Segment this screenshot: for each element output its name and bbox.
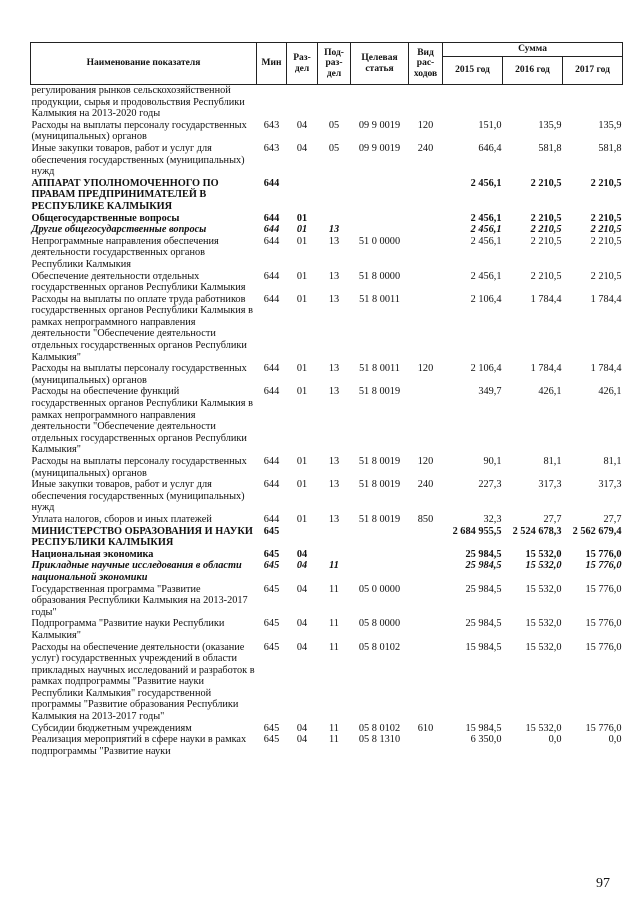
- row-expense-type: 240: [417, 479, 434, 491]
- row-expense-type: [409, 386, 443, 456]
- row-section: 01: [296, 386, 308, 398]
- row-sum-2017: 1 784,4: [590, 293, 622, 305]
- row-expense-type: [409, 734, 443, 757]
- row-sum-2016: 0,0: [548, 734, 562, 746]
- row-sum-2016: 15 532,0: [525, 560, 562, 572]
- row-ministry: 645: [263, 548, 280, 560]
- row-sum-2017: 426,1: [598, 386, 622, 398]
- row-sum-2016: 81,1: [543, 456, 562, 467]
- row-name: Расходы на выплаты по оплате труда работников государственных органов Республики Калмыкия в рамках непрограммного направления деятельности "Обеспечение деятельности отдельных государственных органов Республики Калмыкия": [31, 293, 253, 363]
- row-ministry: 645: [263, 525, 280, 537]
- row-sum-2015: 6 350,0: [470, 734, 502, 746]
- row-sum-2017: 135,9: [598, 119, 622, 131]
- row-sum-2016: 27,7: [543, 513, 562, 525]
- row-expense-type: 120: [417, 456, 434, 467]
- row-target-article: [351, 213, 409, 225]
- row-section: 04: [296, 618, 308, 630]
- row-sum-2017: 2 210,5: [590, 177, 622, 189]
- page-number: 97: [596, 876, 610, 891]
- table-row: [31, 120, 623, 143]
- row-sum-2015: 2 456,1: [470, 177, 502, 189]
- row-target-article: [351, 526, 409, 549]
- row-sum-2015: 2 684 955,5: [452, 525, 502, 537]
- row-expense-type: [409, 224, 443, 236]
- row-sum-2015: 15 984,5: [465, 641, 502, 653]
- row-section: 01: [296, 293, 308, 305]
- row-ministry: 645: [263, 641, 280, 653]
- row-sum-2015: 2 106,4: [470, 363, 502, 375]
- row-expense-type: [409, 85, 443, 120]
- row-sum-2017: 15 776,0: [585, 583, 622, 595]
- header-expense-type: Вид рас- ходов: [409, 43, 443, 85]
- row-expense-type: [409, 526, 443, 549]
- row-expense-type: 120: [417, 119, 434, 131]
- table-row: [31, 642, 623, 723]
- row-ministry: 644: [263, 212, 280, 224]
- row-sum-2015: 2 456,1: [470, 235, 502, 247]
- header-razdel: Раз- дел: [287, 43, 318, 85]
- row-target-article: [351, 224, 409, 236]
- table-row: [31, 294, 623, 364]
- table-row: [31, 479, 623, 514]
- table-row: [31, 386, 623, 456]
- row-sum-2016: 2 210,5: [530, 235, 562, 247]
- table-row: [31, 618, 623, 641]
- row-subsection: 11: [329, 560, 339, 572]
- row-section: 01: [296, 270, 308, 282]
- row-subsection: 13: [328, 513, 340, 525]
- row-ministry: 644: [263, 479, 280, 491]
- header-target-article: Целевая статья: [351, 43, 409, 85]
- row-sum-2017: 2 210,5: [590, 212, 622, 224]
- row-sum-2015: 15 984,5: [465, 722, 502, 734]
- row-name: Непрограммные направления обеспечения деятельности государственных органов Республики Калмыкия: [31, 235, 219, 270]
- row-section: 01: [296, 363, 308, 375]
- row-subsection: [318, 178, 351, 213]
- row-ministry: 645: [263, 722, 280, 734]
- table-row: [31, 526, 623, 549]
- row-sum-2015: 2 456,1: [470, 212, 502, 224]
- row-name: АППАРАТ УПОЛНОМОЧЕННОГО ПО ПРАВАМ ПРЕДПРИНИМАТЕЛЕЙ В РЕСПУБЛИКЕ КАЛМЫКИЯ: [31, 177, 219, 212]
- row-target-article: 51 8 0019: [358, 456, 401, 467]
- row-expense-type: [409, 236, 443, 271]
- row-sum-2015: 2 456,1: [470, 270, 502, 282]
- row-target-article: 09 9 0019: [358, 142, 401, 154]
- table-row: [31, 456, 623, 479]
- header-year-2017: 2017 год: [563, 57, 623, 85]
- row-subsection: 11: [329, 618, 339, 630]
- row-name: Общегосударственные вопросы: [31, 212, 180, 224]
- row-sum-2017: 0,0: [608, 734, 622, 746]
- row-sum-2016: 2 210,5: [530, 177, 562, 189]
- row-subsection: 13: [328, 224, 340, 236]
- row-ministry: 645: [263, 583, 280, 595]
- row-target-article: 51 8 0019: [358, 479, 401, 491]
- row-name: Государственная программа "Развитие образования Республики Калмыкия на 2013-2017 годы": [31, 583, 248, 618]
- row-sum-2016: [503, 85, 563, 120]
- row-sum-2017: 2 562 679,4: [572, 525, 622, 537]
- row-section: 04: [296, 734, 308, 746]
- row-sum-2015: 25 984,5: [465, 583, 502, 595]
- row-section: [287, 526, 318, 549]
- row-sum-2015: 90,1: [483, 456, 502, 467]
- row-ministry: 645: [263, 734, 280, 746]
- row-target-article: [351, 85, 409, 120]
- row-sum-2016: 317,3: [538, 479, 562, 491]
- row-name: регулирования рынков сельскохозяйственной продукции, сырья и продовольствия Республики Калмыкия на 2013-2020 годы: [31, 85, 245, 120]
- row-ministry: 643: [263, 142, 280, 154]
- row-subsection: 05: [328, 119, 340, 131]
- row-sum-2017: 15 776,0: [585, 618, 622, 630]
- budget-table: [30, 42, 623, 757]
- row-expense-type: [409, 618, 443, 641]
- header-min: Мин: [257, 43, 287, 85]
- row-sum-2017: 15 776,0: [585, 548, 622, 560]
- row-expense-type: [409, 642, 443, 723]
- table-row: [31, 723, 623, 735]
- row-sum-2015: 151,0: [478, 119, 502, 131]
- row-sum-2017: [563, 85, 623, 120]
- row-sum-2015: [443, 85, 503, 120]
- row-name: Расходы на выплаты персоналу государственных (муниципальных) органов: [31, 456, 247, 479]
- row-name: Иные закупки товаров, работ и услуг для обеспечения государственных (муниципальных) нужд: [31, 479, 245, 514]
- row-subsection: [318, 549, 351, 561]
- row-sum-2017: 317,3: [598, 479, 622, 491]
- row-subsection: 11: [329, 641, 339, 653]
- row-target-article: 09 9 0019: [358, 119, 401, 131]
- row-sum-2016: 15 532,0: [525, 583, 562, 595]
- row-expense-type: 240: [417, 142, 434, 154]
- row-sum-2016: 135,9: [538, 119, 562, 131]
- row-sum-2017: 15 776,0: [585, 641, 622, 653]
- row-sum-2015: 25 984,5: [465, 618, 502, 630]
- row-section: [287, 85, 318, 120]
- row-subsection: 13: [328, 456, 340, 467]
- row-ministry: 644: [263, 363, 280, 375]
- row-subsection: 13: [328, 235, 340, 247]
- row-name: Национальная экономика: [31, 548, 154, 560]
- row-expense-type: [409, 213, 443, 225]
- row-name: Другие общегосударственные вопросы: [31, 224, 207, 236]
- row-ministry: 645: [263, 618, 280, 630]
- row-section: 04: [296, 583, 308, 595]
- table-row: [31, 584, 623, 619]
- row-sum-2016: 1 784,4: [530, 363, 562, 375]
- row-target-article: 05 8 0102: [358, 641, 401, 653]
- row-ministry: 644: [263, 513, 280, 525]
- row-target-article: [351, 560, 409, 583]
- row-sum-2017: 581,8: [598, 142, 622, 154]
- row-sum-2017: 2 210,5: [590, 270, 622, 282]
- row-subsection: 13: [328, 363, 340, 375]
- table-row: [31, 236, 623, 271]
- table-row: [31, 85, 623, 120]
- table-body: [31, 85, 623, 758]
- row-subsection: 11: [329, 722, 339, 734]
- row-name: Расходы на выплаты персоналу государственных (муниципальных) органов: [31, 119, 247, 143]
- row-ministry: 645: [263, 560, 280, 572]
- row-subsection: 13: [328, 386, 340, 398]
- row-target-article: 51 8 0019: [358, 513, 401, 525]
- table-header: [31, 43, 623, 85]
- table-row: [31, 224, 623, 236]
- row-ministry: 644: [263, 386, 280, 398]
- row-ministry: 644: [263, 270, 280, 282]
- row-sum-2016: 2 210,5: [530, 212, 562, 224]
- table-row: [31, 734, 623, 757]
- table-row: [31, 514, 623, 526]
- row-sum-2015: 227,3: [478, 479, 502, 491]
- row-sum-2015: 2 106,4: [470, 293, 502, 305]
- row-sum-2017: 1 784,4: [590, 363, 622, 375]
- row-expense-type: 850: [417, 513, 434, 525]
- row-subsection: 11: [329, 583, 339, 595]
- row-sum-2015: 2 456,1: [470, 224, 502, 236]
- row-sum-2016: 15 532,0: [525, 618, 562, 630]
- row-section: 04: [296, 119, 308, 131]
- row-target-article: 51 8 0019: [358, 386, 401, 398]
- row-expense-type: [409, 549, 443, 561]
- row-name: Подпрограмма "Развитие науки Республики Калмыкия": [31, 618, 225, 641]
- header-year-2016: 2016 год: [503, 57, 563, 85]
- row-name: Расходы на выплаты персоналу государственных (муниципальных) органов: [31, 363, 247, 386]
- budget-document: [30, 42, 622, 757]
- row-sum-2015: 646,4: [478, 142, 502, 154]
- row-target-article: [351, 549, 409, 561]
- row-sum-2016: 2 210,5: [530, 224, 562, 236]
- row-section: 04: [296, 641, 308, 653]
- row-section: 01: [296, 479, 308, 491]
- row-sum-2015: 32,3: [483, 513, 502, 525]
- row-section: 04: [296, 560, 308, 572]
- row-name: Иные закупки товаров, работ и услуг для обеспечения государственных (муниципальных) нужд: [31, 142, 245, 178]
- row-target-article: 51 8 0011: [359, 363, 400, 375]
- row-target-article: 05 8 0102: [358, 722, 401, 734]
- row-name: Реализация мероприятий в сфере науки в рамках подпрограммы "Развитие науки: [31, 734, 247, 757]
- table-row: [31, 271, 623, 294]
- row-name: Прикладные научные исследования в области национальной экономики: [31, 560, 242, 583]
- row-ministry: 644: [263, 177, 280, 189]
- table-row: [31, 178, 623, 213]
- row-section: 01: [296, 224, 308, 236]
- row-section: [287, 178, 318, 213]
- row-sum-2017: 2 210,5: [590, 235, 622, 247]
- row-expense-type: [409, 178, 443, 213]
- row-subsection: 13: [328, 293, 340, 305]
- row-target-article: [351, 178, 409, 213]
- row-sum-2016: 426,1: [538, 386, 562, 398]
- row-ministry: [257, 85, 287, 120]
- header-podrazdel: Под- раз- дел: [318, 43, 351, 85]
- row-sum-2015: 25 984,5: [465, 548, 502, 560]
- row-sum-2017: 15 776,0: [585, 560, 622, 572]
- row-sum-2016: 581,8: [538, 142, 562, 154]
- row-name: Обеспечение деятельности отдельных государственных органов Республики Калмыкия: [31, 270, 246, 294]
- row-sum-2016: 15 532,0: [525, 548, 562, 560]
- row-target-article: 51 8 0011: [359, 293, 400, 305]
- row-ministry: 644: [263, 293, 280, 305]
- row-section: 01: [296, 513, 308, 525]
- row-sum-2016: 15 532,0: [525, 722, 562, 734]
- row-target-article: 51 8 0000: [358, 270, 401, 282]
- row-expense-type: [409, 584, 443, 619]
- header-sum: Сумма: [443, 43, 623, 57]
- table-row: [31, 213, 623, 225]
- row-name: Расходы на обеспечение деятельности (оказание услуг) государственных учреждений в области прикладных научных исследований и разработок в рамках подпрограммы "Развитие науки Республики Калмыкия" государственной программы "Развитие образования Республики Калмыкия на 2013-2017 годы": [31, 641, 255, 723]
- row-sum-2016: 2 524 678,3: [512, 525, 562, 537]
- header-year-2015: 2015 год: [443, 57, 503, 85]
- row-subsection: [318, 85, 351, 120]
- table-row: [31, 363, 623, 386]
- row-ministry: 644: [263, 235, 280, 247]
- row-name: Уплата налогов, сборов и иных платежей: [31, 513, 212, 525]
- header-name: Наименование показателя: [31, 43, 257, 85]
- row-sum-2017: 27,7: [603, 513, 622, 525]
- row-subsection: 05: [328, 142, 340, 154]
- row-expense-type: [409, 560, 443, 583]
- row-section: 04: [296, 722, 308, 734]
- row-sum-2016: 15 532,0: [525, 641, 562, 653]
- row-target-article: 05 8 0000: [358, 618, 401, 630]
- row-section: 01: [296, 212, 308, 224]
- row-ministry: 644: [263, 456, 280, 467]
- row-sum-2016: 2 210,5: [530, 270, 562, 282]
- row-subsection: [318, 526, 351, 549]
- row-section: 01: [296, 456, 308, 467]
- row-ministry: 643: [263, 119, 280, 131]
- row-section: 01: [296, 235, 308, 247]
- table-row: [31, 549, 623, 561]
- row-subsection: 13: [328, 479, 340, 491]
- row-target-article: 05 0 0000: [358, 583, 401, 595]
- row-name: МИНИСТЕРСТВО ОБРАЗОВАНИЯ И НАУКИ РЕСПУБЛИКИ КАЛМЫКИЯ: [31, 525, 253, 549]
- row-section: 04: [296, 548, 308, 560]
- row-sum-2017: 15 776,0: [585, 722, 622, 734]
- row-sum-2016: 1 784,4: [530, 293, 562, 305]
- row-expense-type: [409, 271, 443, 294]
- row-target-article: 51 0 0000: [358, 235, 401, 247]
- row-name: Субсидии бюджетным учреждениям: [31, 722, 192, 734]
- row-subsection: 11: [329, 734, 339, 746]
- row-target-article: 05 8 1310: [358, 734, 401, 746]
- row-sum-2015: 25 984,5: [465, 560, 502, 572]
- row-sum-2015: 349,7: [478, 386, 502, 398]
- row-expense-type: 610: [417, 722, 434, 734]
- row-subsection: 13: [328, 270, 340, 282]
- row-expense-type: 120: [417, 363, 434, 375]
- row-expense-type: [409, 294, 443, 364]
- row-name: Расходы на обеспечение функций государственных органов Республики Калмыкия в рамках непрограммного направления деятельности "Обеспечение деятельности отдельных государственных органов Республики Калмыкия": [31, 386, 253, 456]
- table-row: [31, 143, 623, 178]
- row-section: 04: [296, 142, 308, 154]
- row-sum-2017: 2 210,5: [590, 224, 622, 236]
- table-row: [31, 560, 623, 583]
- row-subsection: [318, 213, 351, 225]
- row-ministry: 644: [263, 224, 280, 236]
- row-sum-2017: 81,1: [603, 456, 622, 467]
